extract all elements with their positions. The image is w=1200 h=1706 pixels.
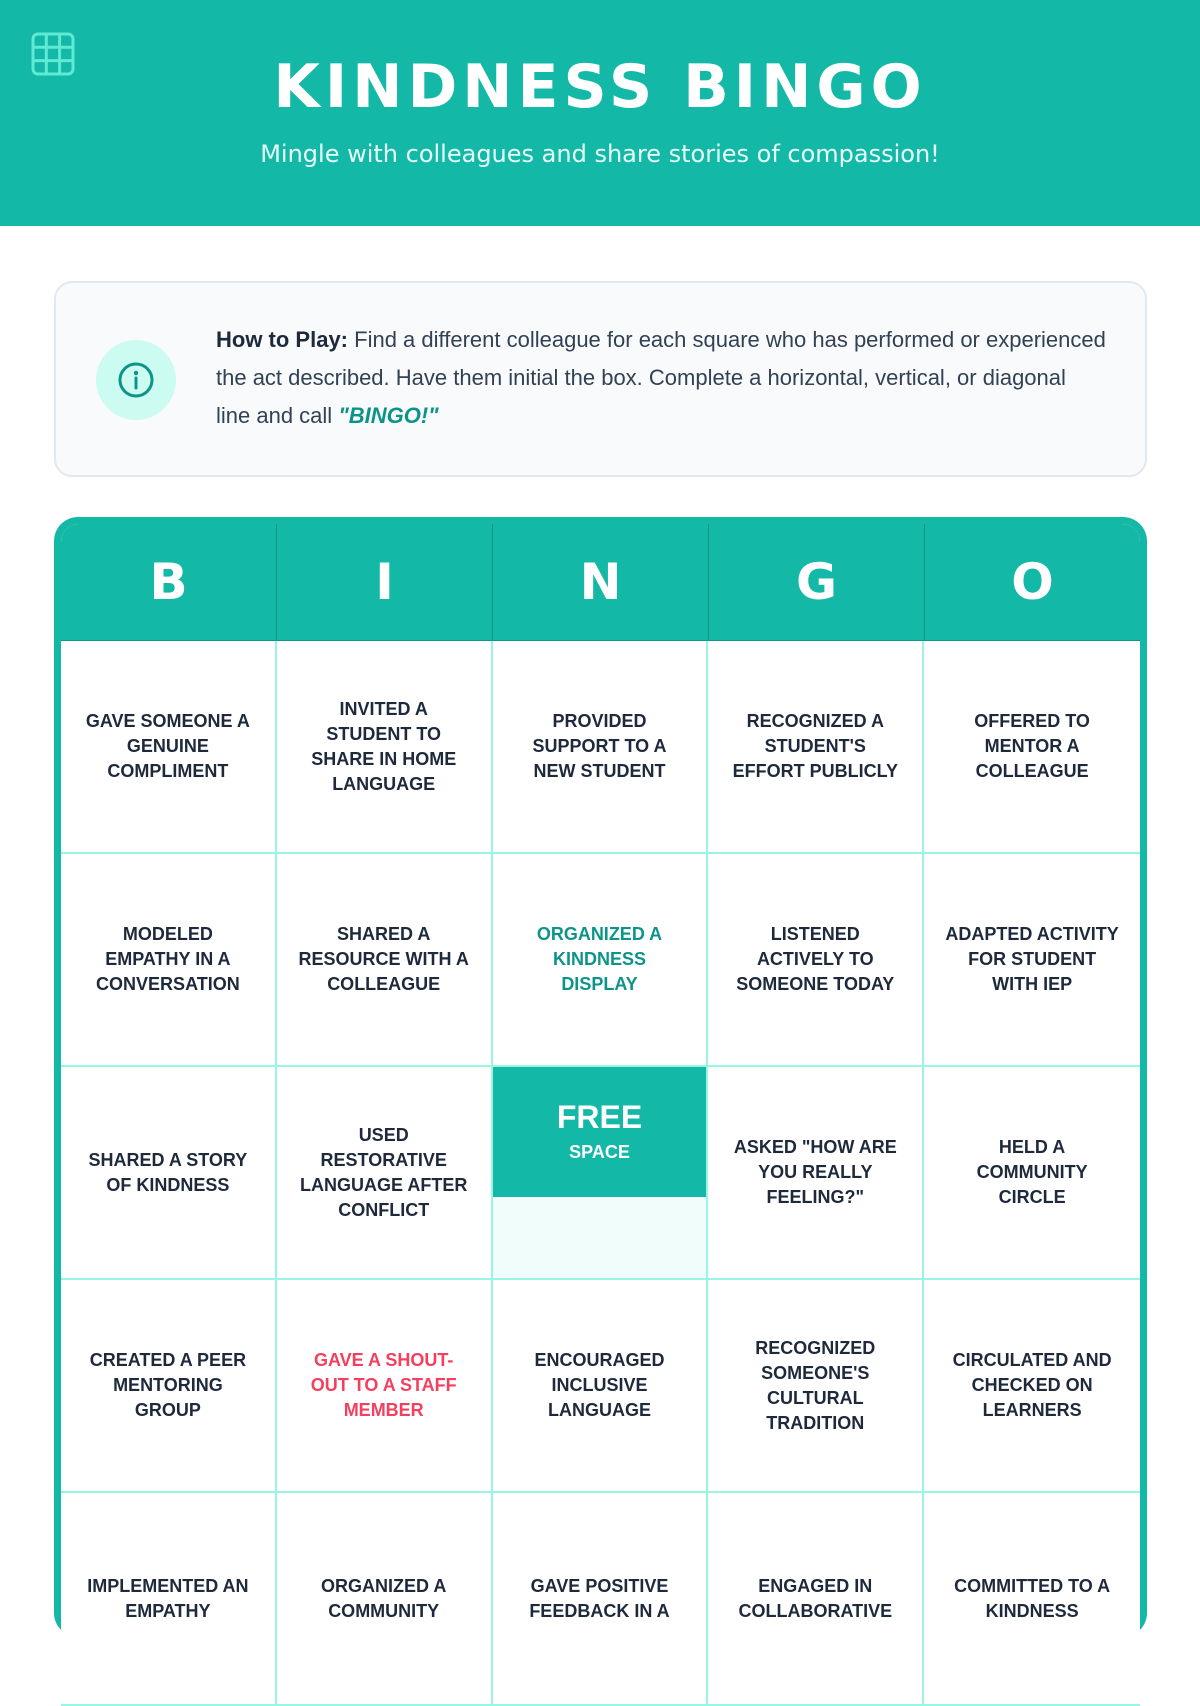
free-space-badge: [493, 1067, 707, 1197]
square-label: CREATED A PEER MENTORING GROUP: [89, 1350, 247, 1420]
bingo-square[interactable]: [277, 1067, 493, 1280]
letter-n: N: [493, 524, 709, 640]
free-space-subtitle: SPACE: [569, 1142, 630, 1162]
page-title: KINDNESS BINGO: [273, 52, 927, 122]
header: [0, 0, 1200, 226]
letter-i: I: [277, 524, 493, 640]
bingo-letters-row: [61, 524, 1140, 641]
square-label: ORGANIZED A KINDNESS DISPLAY: [536, 924, 663, 994]
bingo-square[interactable]: [924, 1067, 1140, 1280]
square-label: SHARED A RESOURCE WITH A COLLEAGUE: [298, 924, 469, 994]
bingo-square[interactable]: [708, 854, 924, 1067]
letter-g: G: [709, 524, 925, 640]
bingo-square[interactable]: [61, 641, 277, 854]
square-label: MODELED EMPATHY IN A CONVERSATION: [96, 924, 240, 994]
square-label: ENCOURAGED INCLUSIVE LANGUAGE: [534, 1350, 665, 1420]
square-label: HELD A COMMUNITY CIRCLE: [976, 1137, 1088, 1207]
how-to-play-panel: [54, 281, 1147, 477]
square-label: RECOGNIZED SOMEONE'S CULTURAL TRADITION: [755, 1337, 876, 1433]
square-label: COMMITTED TO A KINDNESS: [954, 1575, 1111, 1621]
bingo-square[interactable]: [708, 641, 924, 854]
square-label: RECOGNIZED A STUDENT'S EFFORT PUBLICLY: [732, 711, 898, 781]
how-to-play-body: Find a different colleague for each square who has performed or experienced the act described. Have them initial the box. Complete a horizontal, vertical, or diagonal line and call: [216, 327, 1106, 428]
square-label: IMPLEMENTED AN EMPATHY: [87, 1575, 249, 1621]
square-label: CIRCULATED AND CHECKED ON LEARNERS: [952, 1350, 1112, 1420]
bingo-square-highlighted[interactable]: [277, 1280, 493, 1493]
how-to-play-text: [216, 321, 1106, 435]
info-icon: [96, 340, 176, 420]
bingo-board: [54, 517, 1147, 1637]
bingo-square[interactable]: [924, 854, 1140, 1067]
bingo-grid: [61, 641, 1140, 1706]
square-label: GAVE A SHOUT-OUT TO A STAFF MEMBER: [310, 1350, 457, 1420]
bingo-square[interactable]: [493, 641, 709, 854]
bingo-square[interactable]: [61, 854, 277, 1067]
bingo-square[interactable]: [61, 1280, 277, 1493]
bingo-square[interactable]: [493, 1280, 709, 1493]
square-label: SHARED A STORY OF KINDNESS: [88, 1149, 248, 1195]
letter-o: O: [1011, 553, 1054, 611]
square-label: INVITED A STUDENT TO SHARE IN HOME LANGUAGE: [311, 698, 457, 794]
square-label: ASKED "HOW ARE YOU REALLY FEELING?": [733, 1137, 897, 1207]
bingo-square[interactable]: [924, 1280, 1140, 1493]
bingo-square[interactable]: [708, 1280, 924, 1493]
square-label: ADAPTED ACTIVITY FOR STUDENT WITH IEP: [945, 924, 1119, 994]
how-to-play-lead: How to Play:: [216, 327, 349, 352]
bingo-call: "BINGO!": [338, 403, 439, 428]
free-space-square[interactable]: [493, 1067, 709, 1280]
free-space-title: FREE: [556, 1099, 643, 1135]
square-label: ORGANIZED A COMMUNITY: [321, 1575, 447, 1621]
square-label: OFFERED TO MENTOR A COLLEAGUE: [974, 711, 1090, 781]
square-label: PROVIDED SUPPORT TO A NEW STUDENT: [532, 711, 667, 781]
square-label: GAVE POSITIVE FEEDBACK IN A: [529, 1575, 670, 1621]
bingo-square-highlighted[interactable]: [493, 854, 709, 1067]
page-subtitle: Mingle with colleagues and share stories of compassion!: [260, 140, 940, 168]
letter-b: B: [61, 524, 277, 640]
bingo-square[interactable]: [924, 641, 1140, 854]
square-label: ENGAGED IN COLLABORATIVE: [738, 1575, 893, 1621]
square-label: LISTENED ACTIVELY TO SOMEONE TODAY: [736, 924, 895, 994]
bingo-square[interactable]: [277, 641, 493, 854]
bingo-square[interactable]: [61, 1067, 277, 1280]
square-label: GAVE SOMEONE A GENUINE COMPLIMENT: [85, 711, 250, 781]
bingo-square[interactable]: [277, 854, 493, 1067]
bingo-square[interactable]: [708, 1067, 924, 1280]
square-label: USED RESTORATIVE LANGUAGE AFTER CONFLICT: [300, 1124, 468, 1220]
